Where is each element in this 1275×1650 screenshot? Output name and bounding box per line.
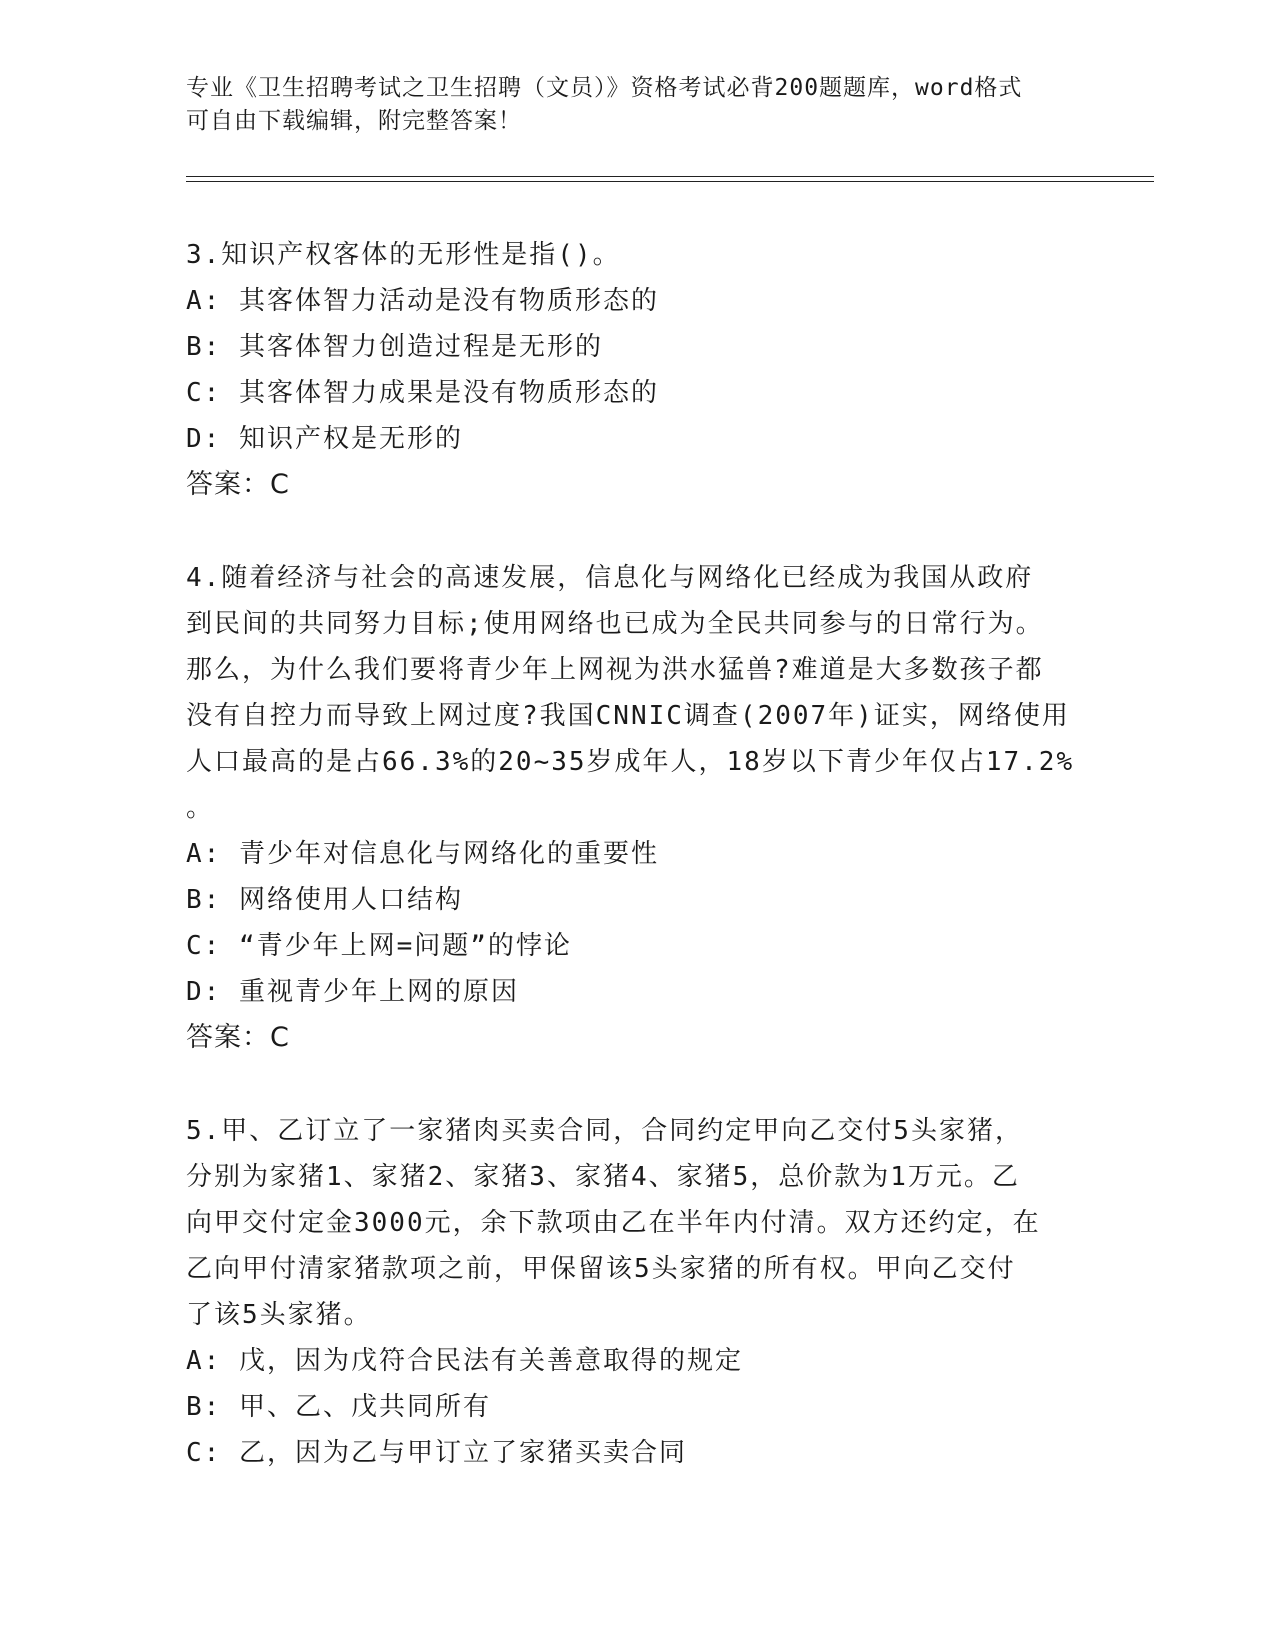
question-stem-line: 了该5头家猪。 [186,1300,372,1330]
option-c: C: “青少年上网=问题”的悖论 [186,931,572,961]
option-b: B: 网络使用人口结构 [186,885,463,915]
header-divider-top [186,176,1154,177]
question-stem-line: 向甲交付定金3000元，余下款项由乙在半年内付清。双方还约定，在 [186,1208,1041,1238]
option-d: D: 重视青少年上网的原因 [186,977,519,1007]
question-stem-line: 人口最高的是占66.3%的20~35岁成年人，18岁以下青少年仅占17.2% [186,747,1075,777]
option-a: A: 青少年对信息化与网络化的重要性 [186,839,659,869]
question-stem-line: 到民间的共同努力目标;使用网络也已成为全民共同参与的日常行为。 [186,609,1044,639]
document-header [186,72,1066,138]
header-line-2: 可自由下载编辑，附完整答案！ [186,108,522,134]
header-divider-bottom [186,181,1154,182]
option-d: D: 知识产权是无形的 [186,424,463,454]
question-stem-line: 那么，为什么我们要将青少年上网视为洪水猛兽?难道是大多数孩子都 [186,655,1044,685]
header-line-1: 专业《卫生招聘考试之卫生招聘（文员）》资格考试必背200题题库，word格式 [186,75,1023,101]
question-3 [186,232,1086,508]
option-c: C: 其客体智力成果是没有物质形态的 [186,378,659,408]
question-stem-line: 5.甲、乙订立了一家猪肉买卖合同，合同约定甲向乙交付5头家猪， [186,1116,1023,1146]
question-stem-line: 分别为家猪1、家猪2、家猪3、家猪4、家猪5，总价款为1万元。乙 [186,1162,1020,1192]
option-b: B: 其客体智力创造过程是无形的 [186,332,603,362]
option-a: A: 其客体智力活动是没有物质形态的 [186,286,659,316]
question-stem-line: 4.随着经济与社会的高速发展，信息化与网络化已经成为我国从政府 [186,563,1034,593]
question-stem-line: 乙向甲付清家猪款项之前，甲保留该5头家猪的所有权。甲向乙交付 [186,1254,1016,1284]
question-4 [186,555,1086,1061]
answer-line: 答案：C [186,469,290,500]
question-stem-line: 没有自控力而导致上网过度?我国CNNIC调查(2007年)证实，网络使用 [186,701,1070,731]
question-5 [186,1108,1086,1476]
option-b: B: 甲、乙、戊共同所有 [186,1392,491,1422]
answer-line: 答案：C [186,1022,290,1053]
question-stem-line: 3.知识产权客体的无形性是指()。 [186,240,621,270]
question-stem-line: 。 [186,793,215,823]
option-c: C: 乙，因为乙与甲订立了家猪买卖合同 [186,1438,687,1468]
option-a: A: 戊，因为戊符合民法有关善意取得的规定 [186,1346,743,1376]
